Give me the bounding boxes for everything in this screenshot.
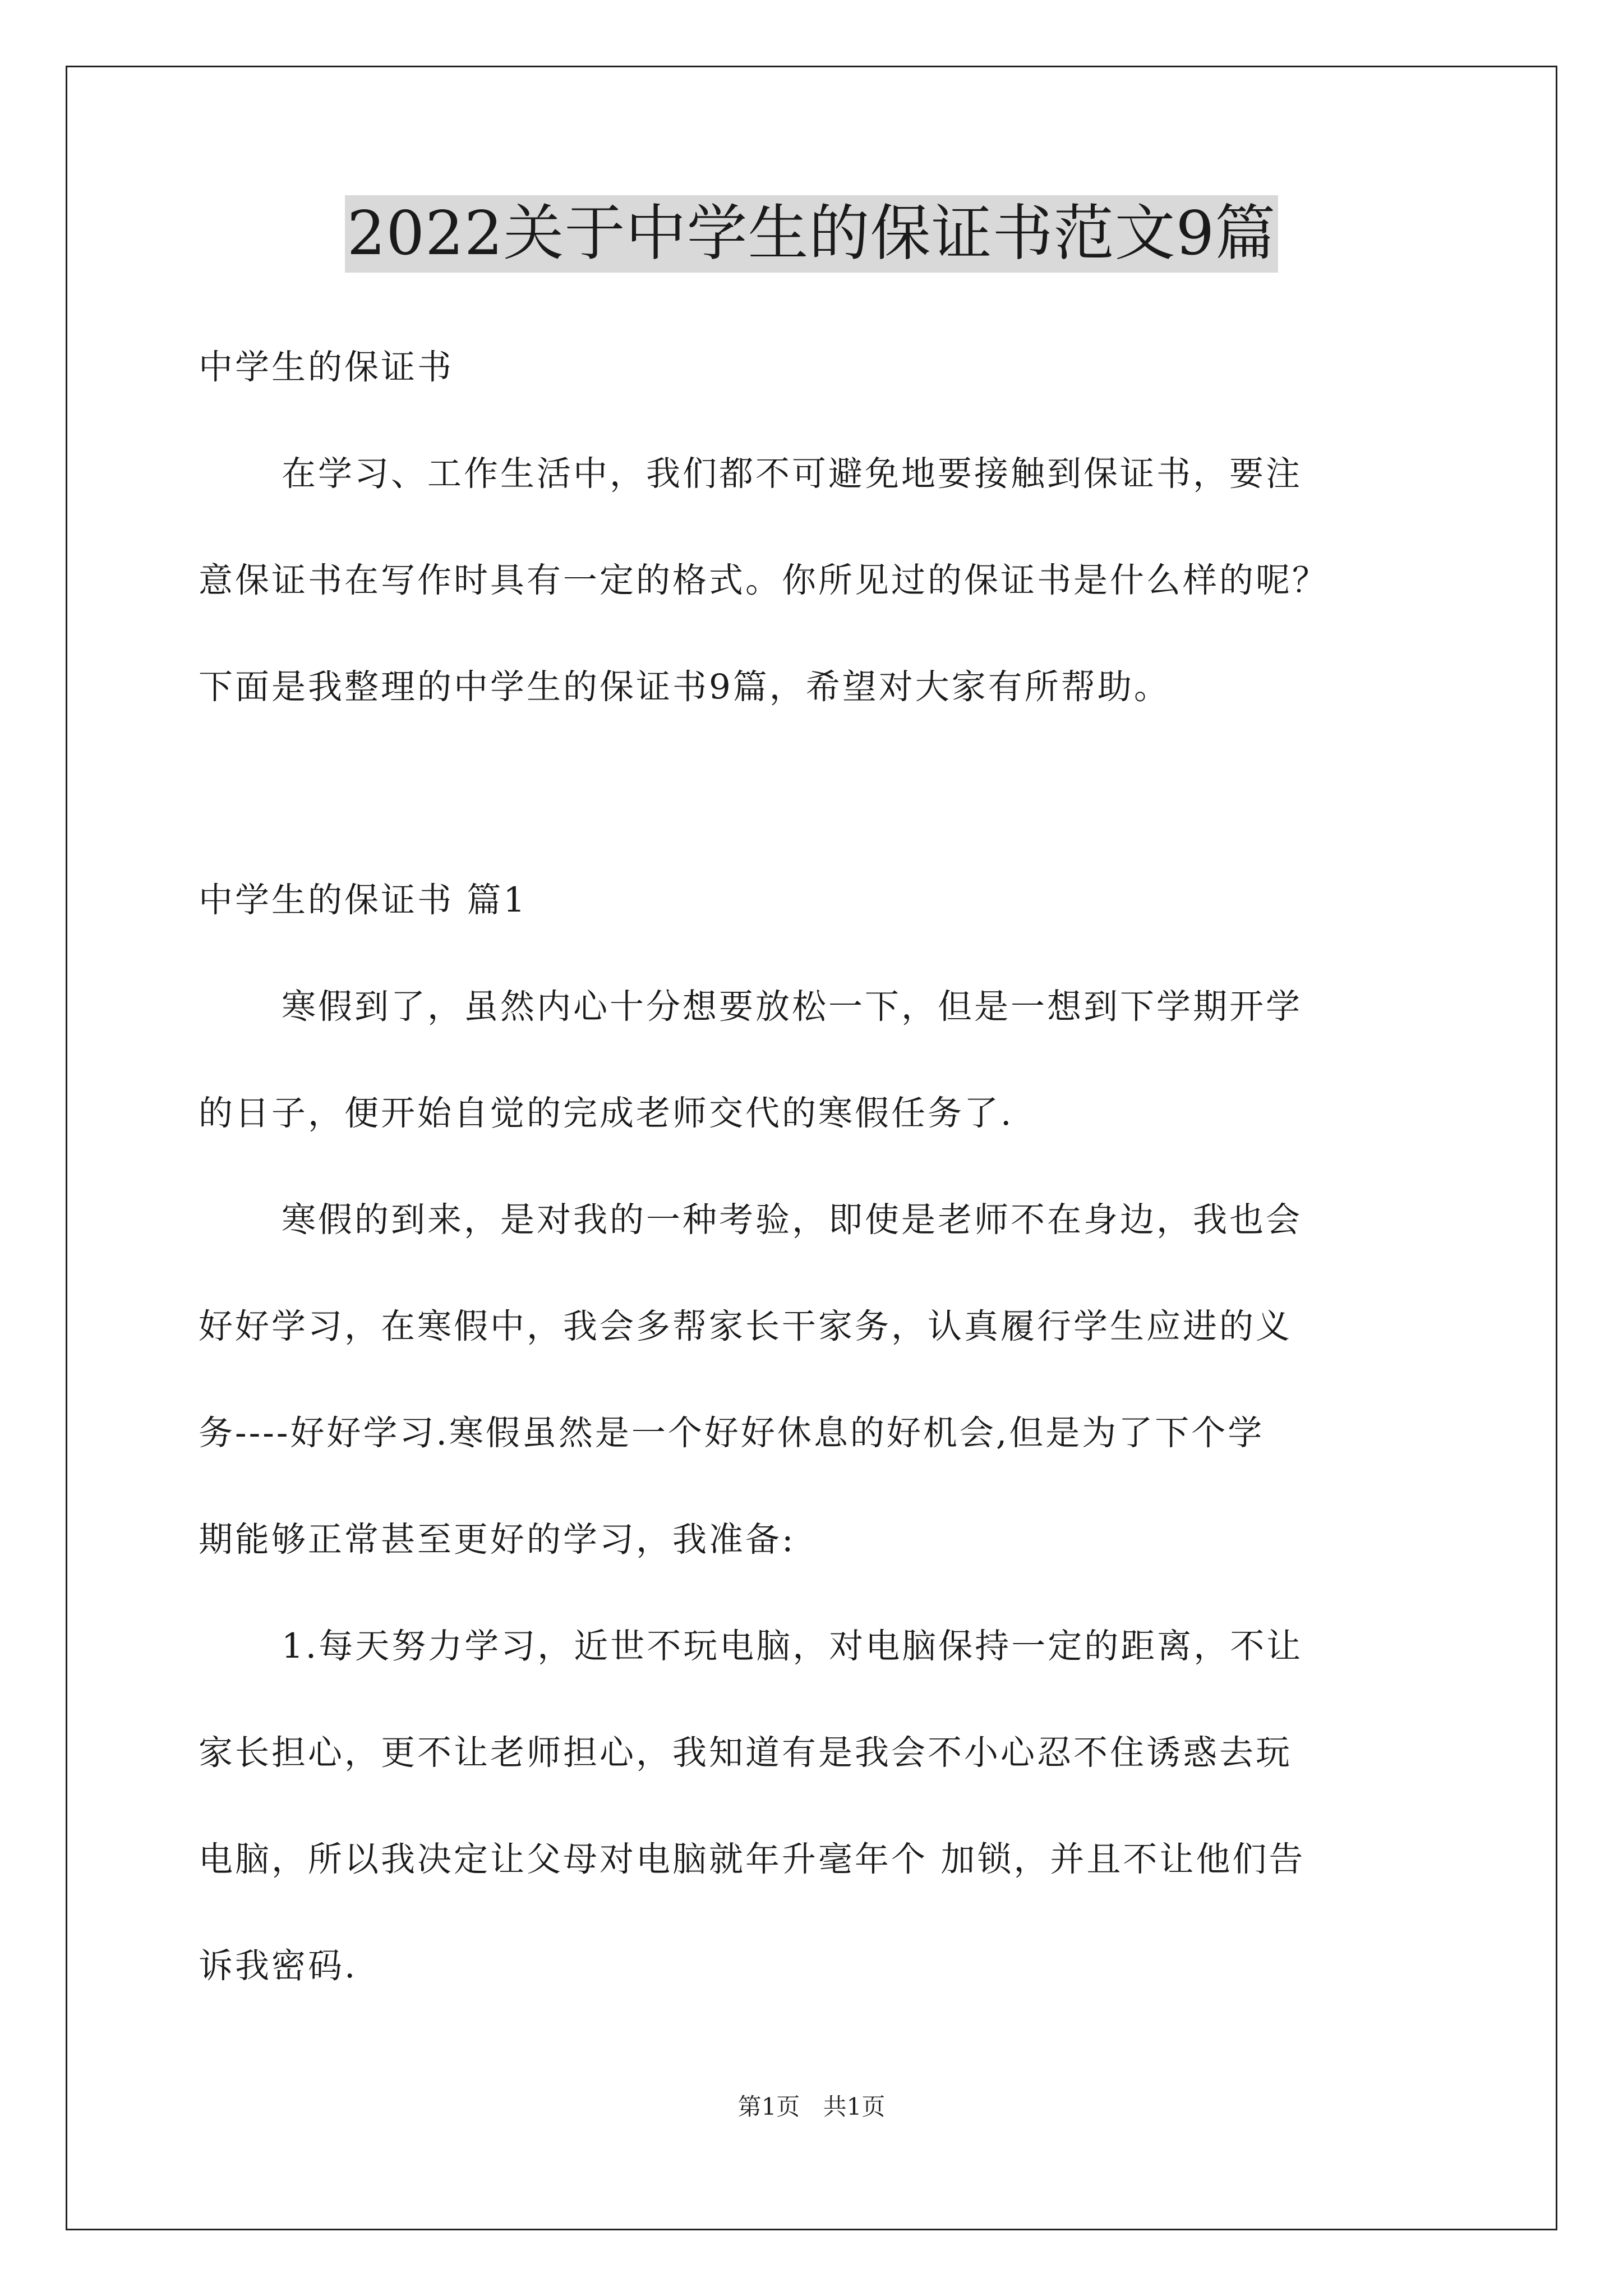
article-line: 的日子，便开始自觉的完成老师交代的寒假任务了. (199, 1093, 1014, 1133)
article-heading: 中学生的保证书 篇1 (199, 880, 528, 920)
article-line: 好好学习，在寒假中，我会多帮家长干家务，认真履行学生应进的义 (199, 1306, 1293, 1346)
article-line: 期能够正常甚至更好的学习，我准备: (199, 1520, 796, 1559)
article-line: 寒假的到来，是对我的一种考验，即使是老师不在身边，我也会 (282, 1200, 1303, 1240)
article-line: 电脑，所以我决定让父母对电脑就年升毫年个 加锁，并且不让他们告 (199, 1839, 1306, 1879)
article-line: 寒假到了，虽然内心十分想要放松一下，但是一想到下学期开学 (282, 987, 1303, 1027)
paragraph-spacer (199, 740, 1432, 847)
page-number: 第1页 (737, 2093, 800, 2120)
intro-line: 意保证书在写作时具有一定的格式。你所见过的保证书是什么样的呢？ (199, 560, 1329, 600)
title-container (0, 195, 1623, 273)
intro-line: 在学习、工作生活中，我们都不可避免地要接触到保证书，要注 (282, 454, 1303, 494)
article-line: 家长担心，更不让老师担心，我知道有是我会不小心忍不住诱惑去玩 (199, 1733, 1293, 1773)
page-footer (0, 2090, 1623, 2124)
article-line: 务----好好学习.寒假虽然是一个好好休息的好机会,但是为了下个学 (199, 1413, 1265, 1453)
intro-line: 下面是我整理的中学生的保证书9篇，希望对大家有所帮助。 (199, 667, 1170, 707)
article-line: 诉我密码. (199, 1946, 358, 1986)
document-title: 2022关于中学生的保证书范文9篇 (345, 195, 1279, 273)
section-heading: 中学生的保证书 (199, 347, 454, 387)
article-line: 1.每天努力学习，近世不玩电脑，对电脑保持一定的距离，不让 (282, 1626, 1303, 1666)
page-total: 共1页 (823, 2093, 886, 2120)
document-body (199, 314, 1432, 2019)
